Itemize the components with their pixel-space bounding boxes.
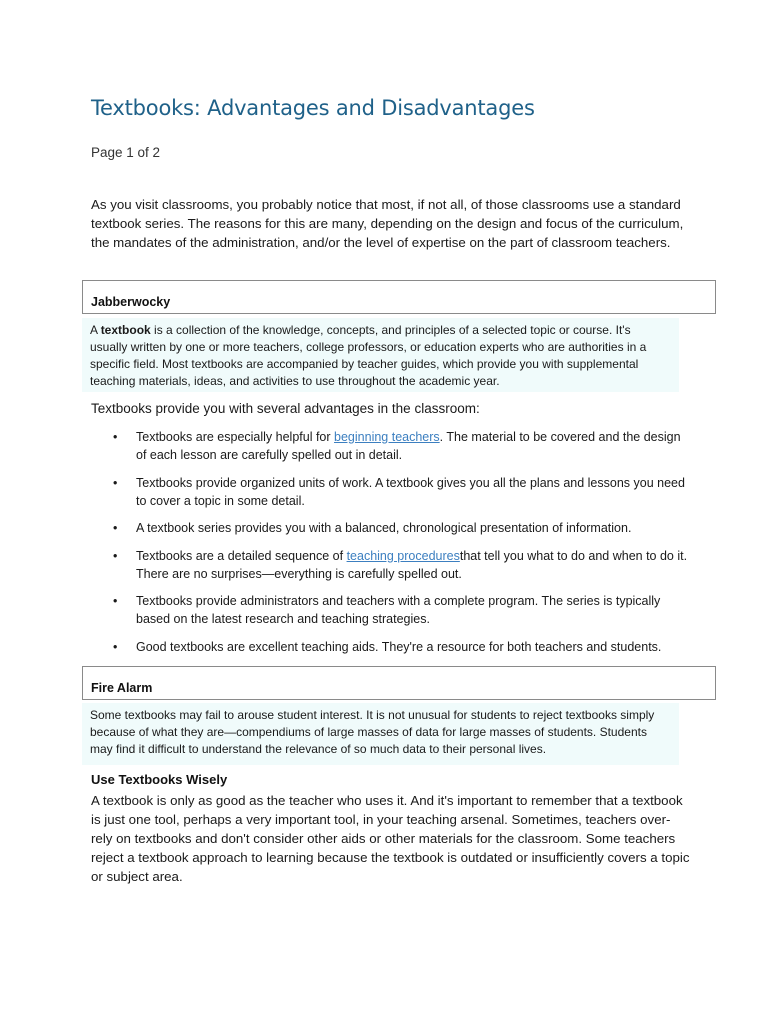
sidebar-jabberwocky-body <box>82 318 679 392</box>
bullet-icon: • <box>113 430 118 444</box>
teaching-procedures-link[interactable]: teaching procedures <box>346 548 460 563</box>
bullet-icon: • <box>113 548 118 563</box>
list-item <box>91 519 691 537</box>
page-indicator: Page 1 of 2 <box>91 145 161 160</box>
advantages-list <box>91 428 691 665</box>
advantage-text: Textbooks provide administrators and teachers with a complete program. The series is typically based on the latest research and teaching strategies. <box>136 594 661 626</box>
section-body: A textbook is only as good as the teacher who uses it. And it's important to remember that a textbook is just one tool, perhaps a very important tool, in your teaching arsenal. Sometimes, teachers over-rely on textbooks and don't consider other aids or other materials for the classroom. Some teachers reject a textbook approach to learning because the textbook is outdated or insufficiently covers a topic or subject area. <box>91 793 690 884</box>
advantage-text-tail: . The material to be covered and the design of each lesson are carefully spelled out in detail. <box>136 430 681 462</box>
list-item <box>91 592 691 628</box>
sidebar-fire-alarm-body: Some textbooks may fail to arouse student interest. It is not unusual for students to reject textbooks simply because of what they are—compendiums of large masses of data for large masses of students. Students may find it difficult to understand the relevance of so much data to their personal lives. <box>82 703 679 765</box>
list-item <box>91 428 691 464</box>
list-item <box>91 638 691 656</box>
sidebar-fire-alarm-header <box>82 666 716 700</box>
advantage-text: Textbooks provide organized units of work. A textbook gives you all the plans and lessons you need to cover a topic in some detail. <box>136 475 685 508</box>
intro-paragraph: As you visit classrooms, you probably notice that most, if not all, of those classrooms use a standard textbook series. The reasons for this are many, depending on the design and focus of the curriculum, the mandates of the administration, and/or the level of expertise on the part of classroom teachers. <box>91 197 684 250</box>
advantage-text: Textbooks are especially helpful for <box>136 430 335 444</box>
advantage-text-tail: that tell you what to do and when to do it. There are no surprises—everything is carefully spelled out. <box>136 548 688 581</box>
definition-prefix: A <box>90 323 101 337</box>
definition-text: is a collection of the knowledge, concepts, and principles of a selected topic or course. It's usually written by one or more teachers, college professors, or education experts who are authorities in a specific field. Most textbooks are accompanied by teacher guides, which provide you with supplemental teaching materials, ideas, and activities to use throughout the academic year. <box>90 323 647 388</box>
list-item <box>91 547 691 583</box>
advantage-text: Textbooks are a detailed sequence of <box>136 548 347 563</box>
sidebar-jabberwocky-header <box>82 280 716 314</box>
list-item <box>91 474 691 510</box>
bullet-icon: • <box>113 639 118 654</box>
beginning-teachers-link[interactable]: beginning teachers <box>334 430 440 444</box>
page-title: Textbooks: Advantages and Disadvantages <box>91 96 535 120</box>
bullet-icon: • <box>113 475 118 490</box>
advantage-text: A textbook series provides you with a balanced, chronological presentation of information. <box>136 521 632 535</box>
section-heading: Use Textbooks Wisely <box>91 772 228 787</box>
sidebar-fire-alarm-heading: Fire Alarm <box>91 681 153 695</box>
sidebar-jabberwocky-heading: Jabberwocky <box>91 295 171 309</box>
advantage-text: Good textbooks are excellent teaching aids. They're a resource for both teachers and students. <box>136 639 662 654</box>
bullet-icon: • <box>113 521 118 535</box>
definition-term: textbook <box>100 323 151 337</box>
bullet-icon: • <box>113 594 118 608</box>
advantages-lead: Textbooks provide you with several advantages in the classroom: <box>91 401 480 416</box>
